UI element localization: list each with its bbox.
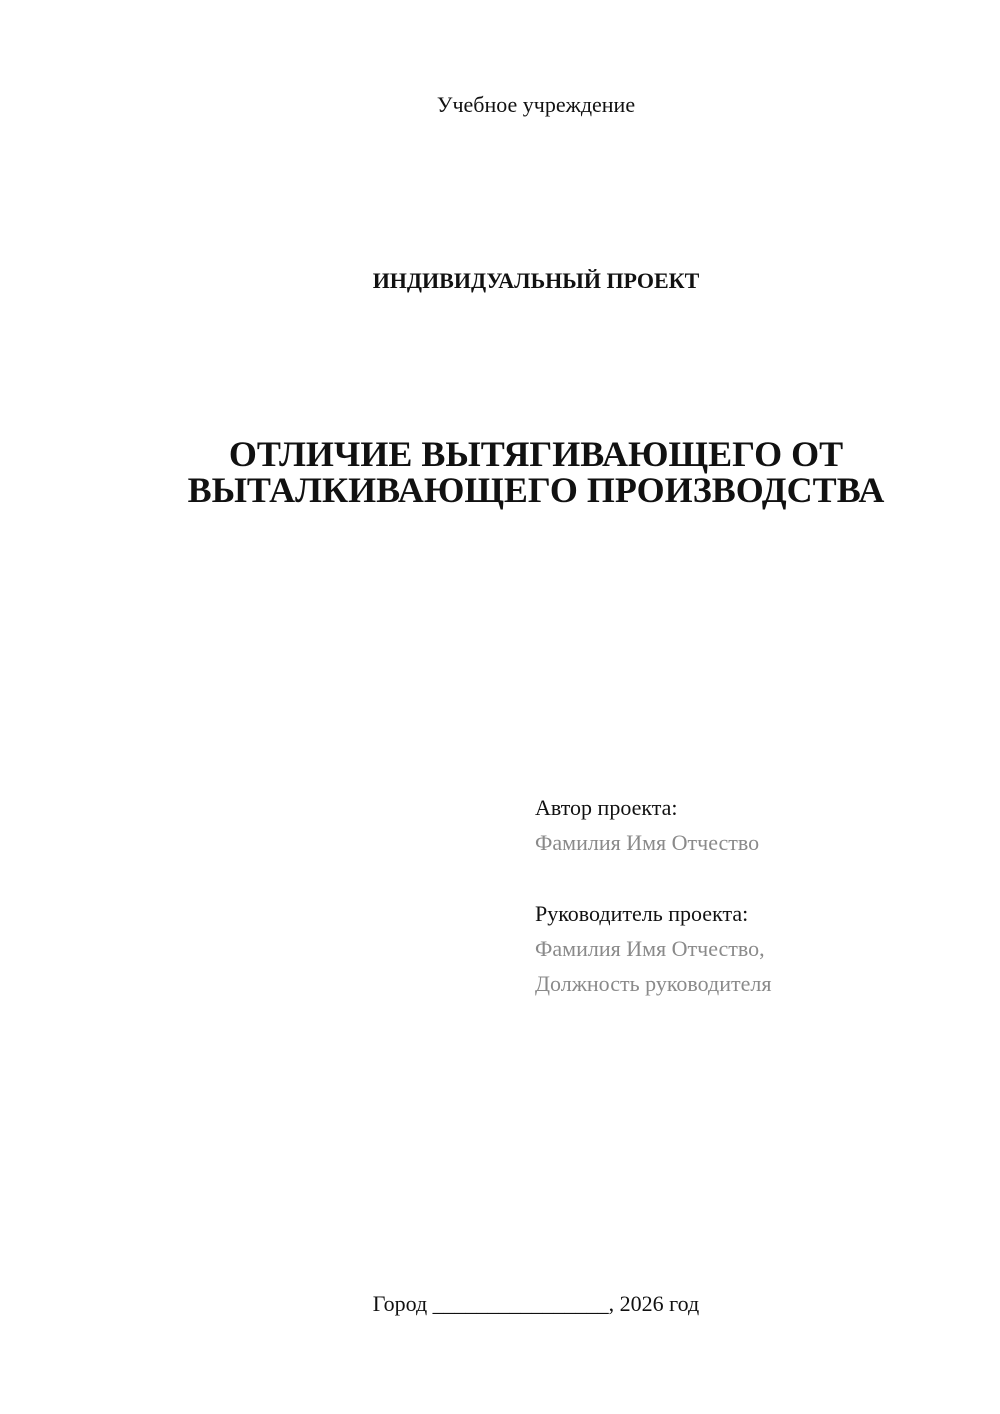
supervisor-label: Руководитель проекта:: [535, 901, 749, 926]
project-title-line-2: ВЫТАЛКИВАЮЩЕГО ПРОИЗВОДСТВА: [187, 470, 885, 510]
institution-name: Учебное учреждение: [436, 92, 636, 117]
document-type: ИНДИВИДУАЛЬНЫЙ ПРОЕКТ: [372, 268, 700, 293]
author-name: Фамилия Имя Отчество: [535, 830, 760, 855]
author-label: Автор проекта:: [535, 795, 678, 820]
project-title: [0, 436, 1000, 508]
supervisor-name: Фамилия Имя Отчество,: [535, 936, 765, 961]
city-year-footer: Город ________________, 2026 год: [372, 1291, 700, 1316]
credits-spacer: [535, 860, 975, 896]
project-credits: [535, 790, 975, 1001]
supervisor-position: Должность руководителя: [535, 971, 772, 996]
project-title-line-1: ОТЛИЧИЕ ВЫТЯГИВАЮЩЕГО ОТ: [228, 434, 844, 474]
